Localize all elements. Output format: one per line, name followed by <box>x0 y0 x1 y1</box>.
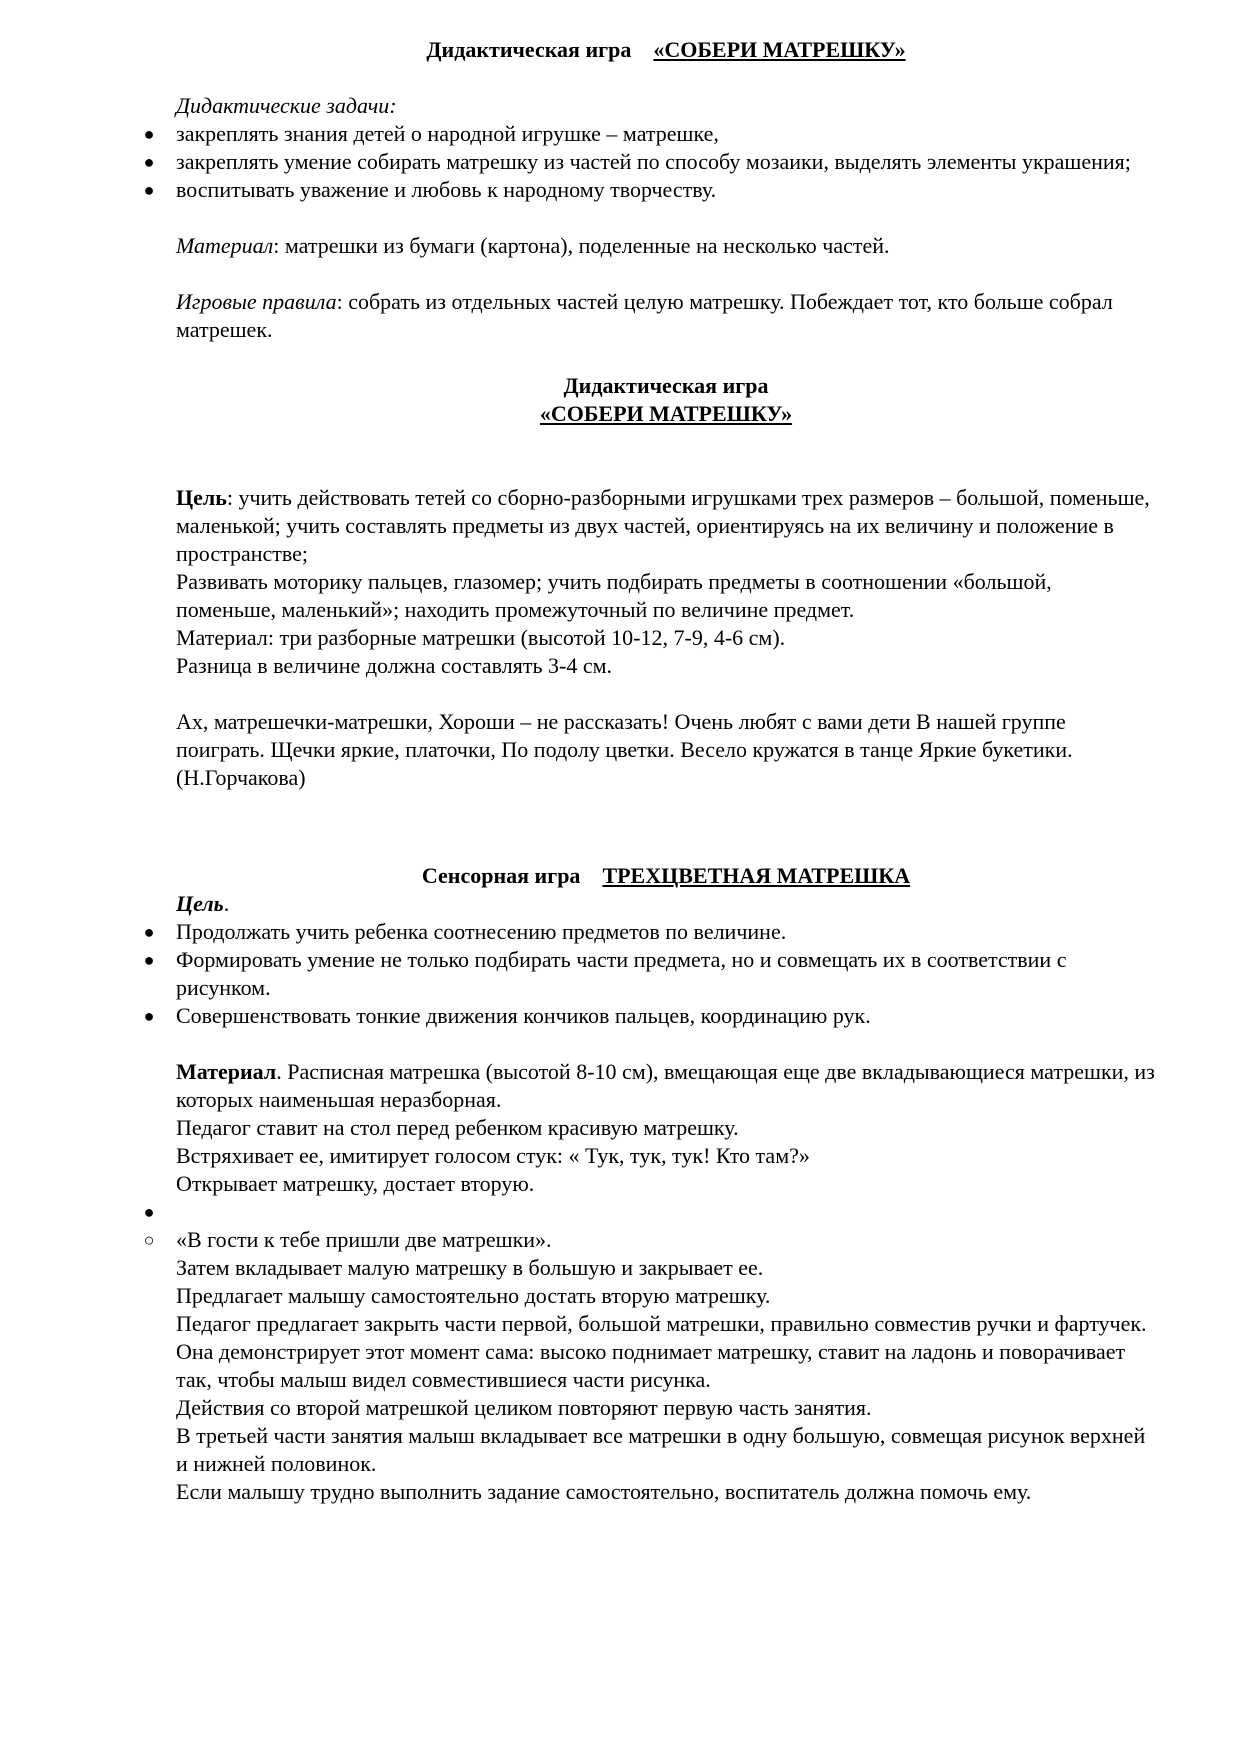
section3-step: Если малышу трудно выполнить задание самостоятельно, воспитатель должна помочь ему. <box>176 1479 1032 1504</box>
section3-goal-label: Цель. <box>176 891 230 916</box>
section1-title-prefix: Дидактическая игра <box>426 37 632 62</box>
bullet-icon: ● <box>143 922 155 942</box>
section1-tasks-label: Дидактические задачи: <box>176 93 397 118</box>
bullet-icon: ● <box>143 152 155 172</box>
section2-poem: Ах, матрешечки-матрешки, Хороши – не рассказать! Очень любят с вами дети В нашей группе поиграть. Щечки яркие, платочки, По подолу цветки. Весело кружатся в танце Яркие букетики. (Н.Горчакова) <box>176 709 1073 790</box>
bullet-icon: ● <box>143 124 155 144</box>
bullet-icon: ● <box>143 950 155 970</box>
section3-step: Предлагает малышу самостоятельно достать вторую матрешку. <box>176 1283 771 1308</box>
list-item: ● Продолжать учить ребенка соотнесению предметов по величине. <box>176 918 1156 946</box>
section2-line: Развивать моторику пальцев, глазомер; учить подбирать предметы в соотношении «большой, поменьше, маленький»; находить промежуточный по величине предмет. <box>176 569 1052 622</box>
list-item <box>143 1198 1156 1226</box>
section2-title-line1: Дидактическая игра <box>563 373 769 398</box>
section1-title-game: «СОБЕРИ МАТРЕШКУ» <box>653 37 906 62</box>
section3-title <box>176 862 1156 890</box>
section3-step: Открывает матрешку, достает вторую. <box>176 1171 535 1196</box>
section3-bullets <box>143 1198 1156 1254</box>
bullet-icon: ● <box>143 1202 155 1222</box>
section3-goals-list <box>143 918 1156 1030</box>
section3-title-prefix: Сенсорная игра <box>421 863 581 888</box>
list-item: ● закреплять умение собирать матрешку из частей по способу мозаики, выделять элементы украшения; <box>176 148 1156 176</box>
list-item: ● Совершенствовать тонкие движения кончиков пальцев, координацию рук. <box>176 1002 1156 1030</box>
section2-line: Разница в величине должна составлять 3-4 см. <box>176 653 613 678</box>
section3-step: В третьей части занятия малыш вкладывает все матрешки в одну большую, совмещая рисунок верхней и нижней половинок. <box>176 1423 1146 1476</box>
section3-step: Педагог предлагает закрыть части первой, большой матрешки, правильно совместив ручки и фартучек. Она демонстрирует этот момент сама: высоко поднимает матрешку, ставит на ладонь и поворачивает так, чтобы малыш видел совместившиеся части рисунка. <box>176 1311 1147 1392</box>
section3-title-game: ТРЕХЦВЕТНАЯ МАТРЕШКА <box>602 863 911 888</box>
section2-title-line2: «СОБЕРИ МАТРЕШКУ» <box>539 401 793 426</box>
section1-tasks-list <box>143 120 1156 204</box>
section1-title <box>176 36 1156 64</box>
bullet-icon: ● <box>143 1006 155 1026</box>
section2-goal: Цель: учить действовать тетей со сборно-разборными игрушками трех размеров – большой, поменьше, маленькой; учить составлять предметы из двух частей, ориентируясь на их величину и положение в пространстве; <box>176 485 1150 566</box>
section3-step: Педагог ставит на стол перед ребенком красивую матрешку. <box>176 1115 739 1140</box>
document-content <box>143 36 1156 1506</box>
section2-line: Материал: три разборные матрешки (высотой 10-12, 7-9, 4-6 см). <box>176 625 786 650</box>
section1-rules: Игровые правила: собрать из отдельных частей целую матрешку. Побеждает тот, кто больше собрал матрешек. <box>176 289 1113 342</box>
list-item: ● закреплять знания детей о народной игрушке – матрешке, <box>176 120 1156 148</box>
section1-material: Материал: матрешки из бумаги (картона), поделенные на несколько частей. <box>176 233 890 258</box>
section3-material: Материал. Расписная матрешка (высотой 8-10 см), вмещающая еще две вкладывающиеся матрешки, из которых наименьшая неразборная. <box>176 1059 1155 1112</box>
bullet-icon: ● <box>143 180 155 200</box>
list-item: ○ «В гости к тебе пришли две матрешки». <box>176 1226 1156 1254</box>
list-item: ● воспитывать уважение и любовь к народному творчеству. <box>176 176 1156 204</box>
list-item: ● Формировать умение не только подбирать части предмета, но и совмещать их в соответствии с рисунком. <box>176 946 1156 1002</box>
section3-step: Встряхивает ее, имитирует голосом стук: « Тук, тук, тук! Кто там?» <box>176 1143 810 1168</box>
section3-step: Затем вкладывает малую матрешку в большую и закрывает ее. <box>176 1255 764 1280</box>
sub-bullet-icon: ○ <box>143 1230 155 1250</box>
section3-step: Действия со второй матрешкой целиком повторяют первую часть занятия. <box>176 1395 872 1420</box>
